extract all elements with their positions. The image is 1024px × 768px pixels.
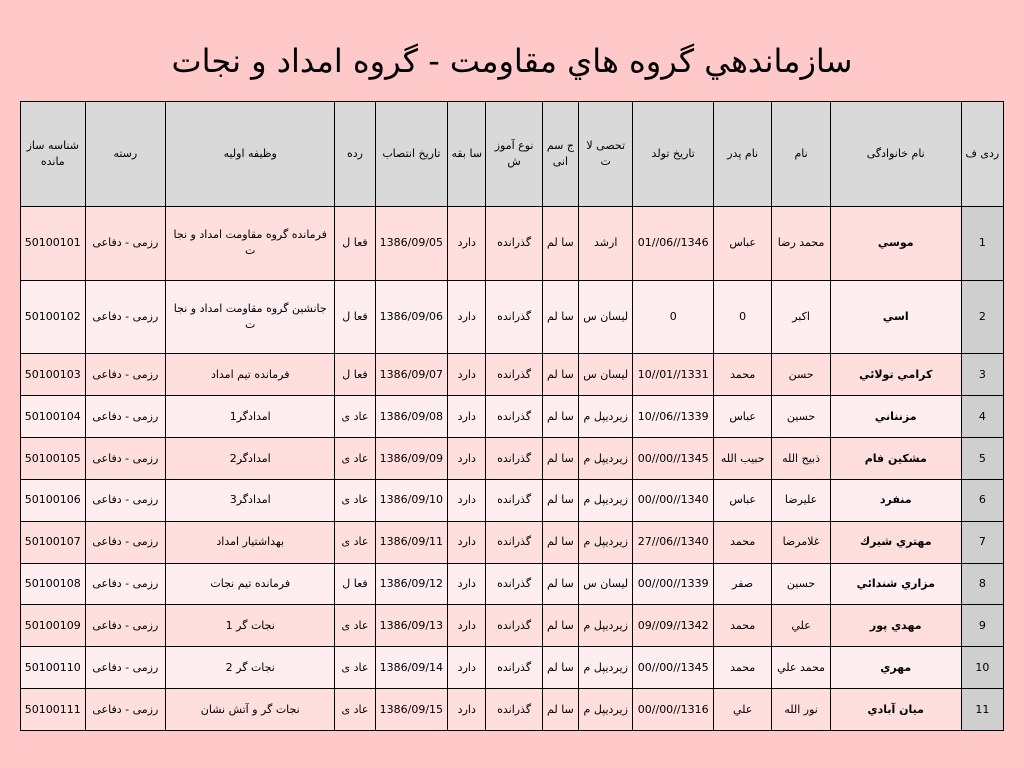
cell-birth: 1316//00//00 <box>633 689 714 731</box>
cell-training: گذرانده <box>486 689 542 731</box>
cell-id: 50100104 <box>21 396 86 438</box>
cell-record: دارد <box>448 396 486 438</box>
header-row <box>21 102 1004 207</box>
cell-health: سا لم <box>542 521 578 563</box>
cell-row: 6 <box>961 479 1003 521</box>
cell-record: دارد <box>448 479 486 521</box>
cell-name: غلامرضا <box>772 521 830 563</box>
table-row <box>21 438 1004 480</box>
cell-appointed: 1386/09/06 <box>375 280 448 354</box>
cell-health: سا لم <box>542 207 578 281</box>
column-header-row: ردی ف <box>961 102 1003 207</box>
cell-family: مشکین فام <box>830 438 961 480</box>
cell-row: 7 <box>961 521 1003 563</box>
cell-grade: عاد ی <box>335 605 375 647</box>
table-row <box>21 521 1004 563</box>
cell-training: گذرانده <box>486 647 542 689</box>
cell-education: زیردیپل م <box>579 689 633 731</box>
cell-family: مهدي پور <box>830 605 961 647</box>
table-row <box>21 563 1004 605</box>
cell-father: محمد <box>713 605 771 647</box>
cell-training: گذرانده <box>486 605 542 647</box>
cell-appointed: 1386/09/05 <box>375 207 448 281</box>
cell-health: سا لم <box>542 354 578 396</box>
table-row <box>21 207 1004 281</box>
cell-training: گذرانده <box>486 563 542 605</box>
column-header-education: تحصی لات <box>579 102 633 207</box>
cell-row: 11 <box>961 689 1003 731</box>
cell-birth: 1331//01//10 <box>633 354 714 396</box>
cell-grade: فعا ل <box>335 280 375 354</box>
cell-record: دارد <box>448 605 486 647</box>
cell-grade: عاد ی <box>335 438 375 480</box>
cell-duty: بهداشتیار امداد <box>166 521 335 563</box>
cell-education: زیردیپل م <box>579 647 633 689</box>
cell-name: محمد علي <box>772 647 830 689</box>
cell-education: لیسان س <box>579 280 633 354</box>
cell-training: گذرانده <box>486 207 542 281</box>
cell-father: محمد <box>713 354 771 396</box>
cell-branch: رزمی - دفاعی <box>85 207 166 281</box>
cell-id: 50100103 <box>21 354 86 396</box>
cell-name: حسین <box>772 396 830 438</box>
cell-birth: 1345//00//00 <box>633 438 714 480</box>
cell-record: دارد <box>448 647 486 689</box>
cell-record: دارد <box>448 563 486 605</box>
cell-branch: رزمی - دفاعی <box>85 396 166 438</box>
table-body <box>21 207 1004 731</box>
cell-family: مزنناني <box>830 396 961 438</box>
cell-appointed: 1386/09/07 <box>375 354 448 396</box>
cell-row: 4 <box>961 396 1003 438</box>
cell-duty: امدادگر3 <box>166 479 335 521</box>
cell-record: دارد <box>448 521 486 563</box>
cell-family: مزاري شندائي <box>830 563 961 605</box>
cell-name: حسین <box>772 563 830 605</box>
cell-name: محمد رضا <box>772 207 830 281</box>
cell-duty: امدادگر1 <box>166 396 335 438</box>
table-row <box>21 647 1004 689</box>
cell-branch: رزمی - دفاعی <box>85 689 166 731</box>
cell-birth: 1339//00//00 <box>633 563 714 605</box>
column-header-birth: تاریخ تولد <box>633 102 714 207</box>
cell-education: زیردیپل م <box>579 438 633 480</box>
cell-education: زیردیپل م <box>579 396 633 438</box>
cell-appointed: 1386/09/08 <box>375 396 448 438</box>
cell-id: 50100105 <box>21 438 86 480</box>
cell-branch: رزمی - دفاعی <box>85 605 166 647</box>
column-header-branch: رسته <box>85 102 166 207</box>
cell-row: 8 <box>961 563 1003 605</box>
cell-record: دارد <box>448 354 486 396</box>
cell-education: زیردیپل م <box>579 521 633 563</box>
cell-grade: عاد ی <box>335 396 375 438</box>
cell-row: 5 <box>961 438 1003 480</box>
cell-health: سا لم <box>542 479 578 521</box>
cell-branch: رزمی - دفاعی <box>85 521 166 563</box>
cell-appointed: 1386/09/14 <box>375 647 448 689</box>
cell-education: لیسان س <box>579 563 633 605</box>
cell-appointed: 1386/09/09 <box>375 438 448 480</box>
column-header-appointed: تاریخ انتصاب <box>375 102 448 207</box>
cell-name: ذبیح الله <box>772 438 830 480</box>
cell-education: زیردیپل م <box>579 605 633 647</box>
cell-id: 50100108 <box>21 563 86 605</box>
cell-birth: 1345//00//00 <box>633 647 714 689</box>
cell-row: 2 <box>961 280 1003 354</box>
cell-family: مهتري شيرك <box>830 521 961 563</box>
table-row <box>21 479 1004 521</box>
column-header-family: نام خانوادگی <box>830 102 961 207</box>
column-header-record: سا بقه <box>448 102 486 207</box>
table-row <box>21 280 1004 354</box>
cell-family: میان آبادي <box>830 689 961 731</box>
cell-birth: 1340//00//00 <box>633 479 714 521</box>
cell-branch: رزمی - دفاعی <box>85 280 166 354</box>
column-header-duty: وظیفه اولیه <box>166 102 335 207</box>
cell-row: 3 <box>961 354 1003 396</box>
cell-duty: فرمانده تیم امداد <box>166 354 335 396</box>
cell-education: لیسان س <box>579 354 633 396</box>
cell-training: گذرانده <box>486 479 542 521</box>
cell-father: 0 <box>713 280 771 354</box>
cell-appointed: 1386/09/15 <box>375 689 448 731</box>
cell-record: دارد <box>448 689 486 731</box>
cell-record: دارد <box>448 280 486 354</box>
cell-row: 9 <box>961 605 1003 647</box>
column-header-father: نام پدر <box>713 102 771 207</box>
cell-duty: امدادگر2 <box>166 438 335 480</box>
cell-father: حبیب الله <box>713 438 771 480</box>
cell-training: گذرانده <box>486 280 542 354</box>
cell-training: گذرانده <box>486 521 542 563</box>
cell-birth: 1339//06//10 <box>633 396 714 438</box>
cell-health: سا لم <box>542 280 578 354</box>
cell-birth: 1346//06//01 <box>633 207 714 281</box>
cell-family: کرامي تولائي <box>830 354 961 396</box>
cell-name: علي <box>772 605 830 647</box>
cell-duty: نجات گر 2 <box>166 647 335 689</box>
cell-row: 1 <box>961 207 1003 281</box>
cell-branch: رزمی - دفاعی <box>85 647 166 689</box>
cell-father: عباس <box>713 396 771 438</box>
cell-grade: فعا ل <box>335 207 375 281</box>
cell-grade: فعا ل <box>335 354 375 396</box>
cell-record: دارد <box>448 438 486 480</box>
cell-family: اسي <box>830 280 961 354</box>
cell-id: 50100107 <box>21 521 86 563</box>
cell-family: موسي <box>830 207 961 281</box>
cell-grade: فعا ل <box>335 563 375 605</box>
cell-health: سا لم <box>542 689 578 731</box>
cell-father: عباس <box>713 207 771 281</box>
cell-health: سا لم <box>542 605 578 647</box>
cell-appointed: 1386/09/10 <box>375 479 448 521</box>
cell-grade: عاد ی <box>335 647 375 689</box>
cell-row: 10 <box>961 647 1003 689</box>
cell-appointed: 1386/09/12 <box>375 563 448 605</box>
cell-duty: فرمانده تیم نجات <box>166 563 335 605</box>
cell-id: 50100106 <box>21 479 86 521</box>
cell-birth: 1340//06//27 <box>633 521 714 563</box>
cell-duty: نجات گر و آتش نشان <box>166 689 335 731</box>
cell-family: منفرد <box>830 479 961 521</box>
cell-grade: عاد ی <box>335 521 375 563</box>
cell-branch: رزمی - دفاعی <box>85 354 166 396</box>
cell-grade: عاد ی <box>335 479 375 521</box>
cell-health: سا لم <box>542 647 578 689</box>
table-row <box>21 689 1004 731</box>
column-header-grade: رده <box>335 102 375 207</box>
cell-training: گذرانده <box>486 354 542 396</box>
personnel-table <box>20 101 1004 731</box>
cell-id: 50100110 <box>21 647 86 689</box>
cell-appointed: 1386/09/11 <box>375 521 448 563</box>
cell-id: 50100101 <box>21 207 86 281</box>
cell-father: علي <box>713 689 771 731</box>
cell-id: 50100111 <box>21 689 86 731</box>
cell-appointed: 1386/09/13 <box>375 605 448 647</box>
column-header-id: شناسه سازمانده <box>21 102 86 207</box>
table-row <box>21 605 1004 647</box>
column-header-health: ج سم انی <box>542 102 578 207</box>
cell-id: 50100102 <box>21 280 86 354</box>
column-header-name: نام <box>772 102 830 207</box>
cell-record: دارد <box>448 207 486 281</box>
cell-name: علیرضا <box>772 479 830 521</box>
cell-father: عباس <box>713 479 771 521</box>
cell-family: مهري <box>830 647 961 689</box>
cell-health: سا لم <box>542 396 578 438</box>
cell-name: اکبر <box>772 280 830 354</box>
cell-branch: رزمی - دفاعی <box>85 563 166 605</box>
column-header-training: نوع آموزش <box>486 102 542 207</box>
cell-health: سا لم <box>542 563 578 605</box>
cell-education: زیردیپل م <box>579 479 633 521</box>
table-row <box>21 354 1004 396</box>
cell-name: حسن <box>772 354 830 396</box>
cell-grade: عاد ی <box>335 689 375 731</box>
cell-father: محمد <box>713 647 771 689</box>
cell-id: 50100109 <box>21 605 86 647</box>
cell-birth: 1342//09//09 <box>633 605 714 647</box>
cell-duty: فرمانده گروه مقاومت امداد و نجات <box>166 207 335 281</box>
cell-birth: 0 <box>633 280 714 354</box>
cell-name: نور الله <box>772 689 830 731</box>
cell-training: گذرانده <box>486 438 542 480</box>
cell-training: گذرانده <box>486 396 542 438</box>
cell-branch: رزمی - دفاعی <box>85 438 166 480</box>
page-title: سازماندهي گروه هاي مقاومت - گروه امداد و نجات <box>171 42 853 80</box>
cell-education: ارشد <box>579 207 633 281</box>
cell-father: صفر <box>713 563 771 605</box>
cell-duty: جانشین گروه مقاومت امداد و نجات <box>166 280 335 354</box>
cell-father: محمد <box>713 521 771 563</box>
cell-health: سا لم <box>542 438 578 480</box>
cell-branch: رزمی - دفاعی <box>85 479 166 521</box>
cell-duty: نجات گر 1 <box>166 605 335 647</box>
table-row <box>21 396 1004 438</box>
